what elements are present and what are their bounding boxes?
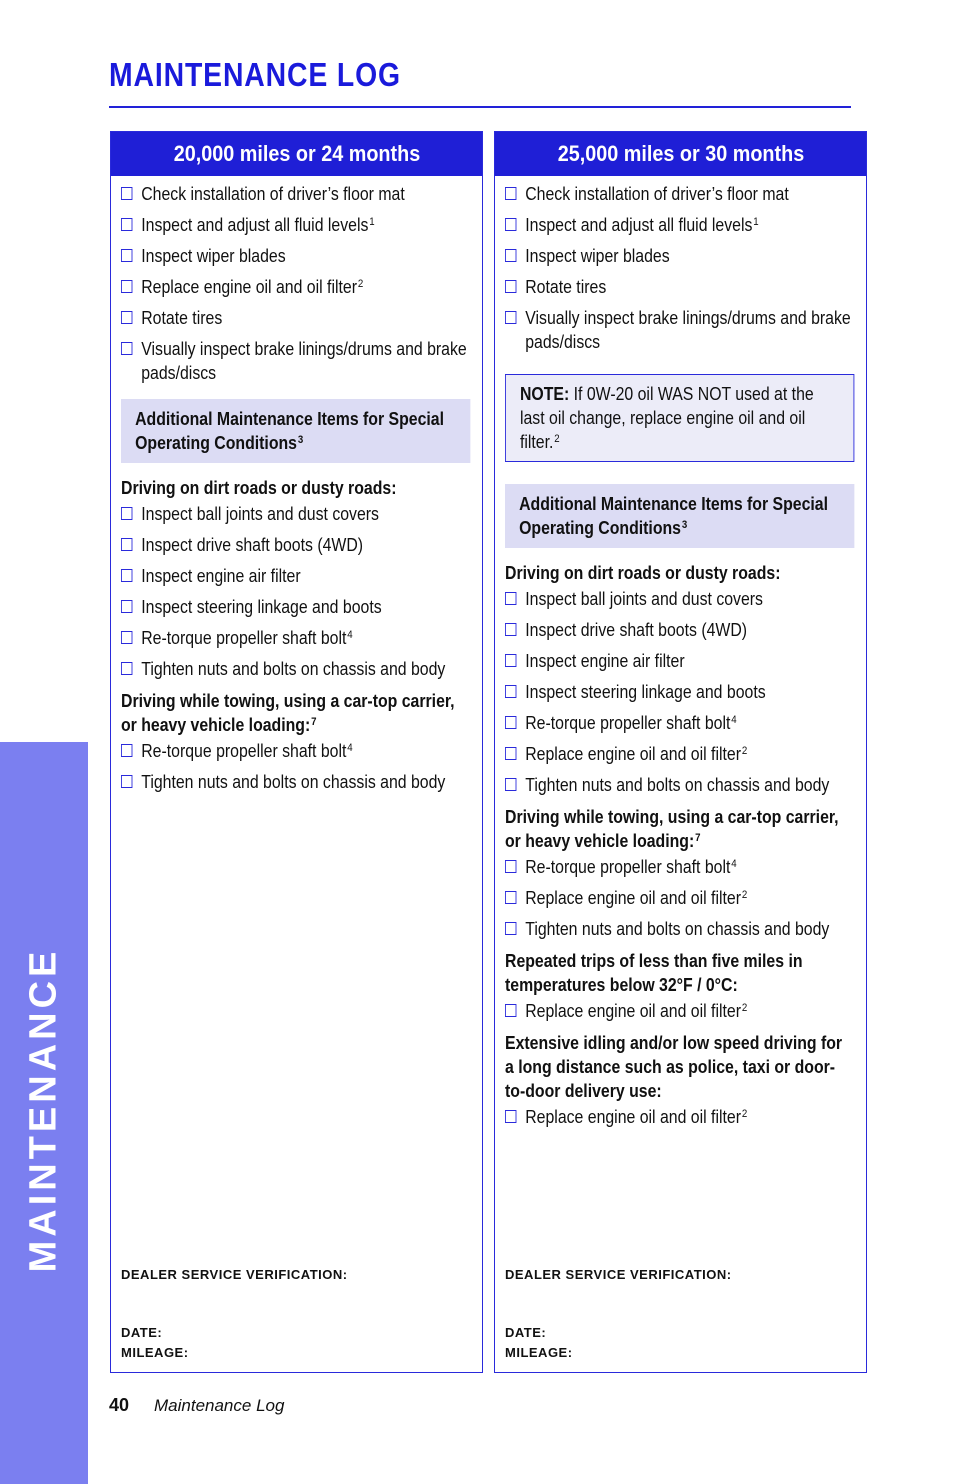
checklist-item <box>121 533 470 557</box>
checkbox-icon[interactable] <box>121 538 132 551</box>
page-title: MAINTENANCE LOG <box>109 56 401 93</box>
dealer-service-verification: DEALER SERVICE VERIFICATION: <box>505 1267 732 1282</box>
condition-heading: Extensive idling and/or low speed driving for a long distance such as police, taxi or door-to-door delivery use: <box>505 1033 843 1101</box>
item-text: Re-torque propeller shaft bolt <box>141 741 347 761</box>
checklist-item <box>505 244 854 268</box>
checkbox-icon[interactable] <box>505 685 516 698</box>
checklist-item <box>505 886 854 910</box>
conditions-list <box>505 561 854 1129</box>
checklist-item <box>121 502 470 526</box>
dealer-service-verification: DEALER SERVICE VERIFICATION: <box>121 1267 348 1282</box>
item-text: Rotate tires <box>141 308 223 328</box>
side-tab-label: MAINTENANCE <box>22 947 65 1273</box>
checklist-item <box>121 770 470 794</box>
item-text: Tighten nuts and bolts on chassis and body <box>141 772 446 792</box>
condition-heading: Driving while towing, using a car-top carrier, or heavy vehicle loading:$^7$ <box>121 691 455 735</box>
item-text: Inspect ball joints and dust covers <box>525 589 763 609</box>
checkbox-icon[interactable] <box>505 187 516 200</box>
title-divider <box>109 106 851 108</box>
item-text: Replace engine oil and oil filter <box>525 1001 741 1021</box>
footnote-marker: 2 <box>741 1108 748 1120</box>
note-box: NOTE: If 0W-20 oil WAS NOT used at the last oil change, replace engine oil and oil filter.$^2$ <box>505 374 854 462</box>
checklist-item <box>505 275 854 299</box>
item-text: Replace engine oil and oil filter <box>525 888 741 908</box>
mileage-field-label: MILEAGE: <box>505 1345 573 1360</box>
date-field-label: DATE: <box>505 1325 547 1340</box>
checkbox-icon[interactable] <box>121 218 132 231</box>
footnote-marker: 2 <box>741 1002 748 1014</box>
item-text: Re-torque propeller shaft bolt <box>525 713 731 733</box>
column-header: 20,000 miles or 24 months <box>111 132 482 176</box>
checklist-item <box>505 680 854 704</box>
checkbox-icon[interactable] <box>121 775 132 788</box>
checklist-item <box>121 657 470 681</box>
checkbox-icon[interactable] <box>505 654 516 667</box>
checklist-item <box>505 182 854 206</box>
checkbox-icon[interactable] <box>505 623 516 636</box>
footnote-marker: 1 <box>753 216 759 228</box>
footnote-marker: 2 <box>357 278 364 290</box>
checkbox-icon[interactable] <box>505 778 516 791</box>
item-text: Replace engine oil and oil filter <box>525 744 741 764</box>
checkbox-icon[interactable] <box>121 569 132 582</box>
checkbox-icon[interactable] <box>505 922 516 935</box>
item-text: Check installation of driver’s floor mat <box>141 184 405 204</box>
footnote-marker: 4 <box>347 742 353 754</box>
checkbox-icon[interactable] <box>505 218 516 231</box>
item-text: Inspect drive shaft boots (4WD) <box>141 535 364 555</box>
checkbox-icon[interactable] <box>121 311 132 324</box>
item-text: Inspect engine air filter <box>525 651 685 671</box>
checklist-item <box>505 213 854 237</box>
checklist-item <box>505 742 854 766</box>
checkbox-icon[interactable] <box>505 249 516 262</box>
footnote-marker: 2 <box>741 745 748 757</box>
checkbox-icon[interactable] <box>121 280 132 293</box>
item-text: Inspect and adjust all fluid levels <box>525 215 753 235</box>
checklist-item <box>505 917 854 941</box>
footnote-marker: 4 <box>347 629 353 641</box>
checklist-item <box>505 649 854 673</box>
checkbox-icon[interactable] <box>121 507 132 520</box>
checklist-item <box>505 306 854 354</box>
item-text: Inspect steering linkage and boots <box>141 597 382 617</box>
footer-section-label: Maintenance Log <box>154 1396 285 1415</box>
checklist-item <box>121 275 470 299</box>
item-text: Inspect steering linkage and boots <box>525 682 766 702</box>
item-text: Inspect and adjust all fluid levels <box>141 215 369 235</box>
checkbox-icon[interactable] <box>121 631 132 644</box>
footnote-marker: 4 <box>731 714 737 726</box>
checkbox-icon[interactable] <box>505 1110 516 1123</box>
item-text: Replace engine oil and oil filter <box>525 1107 741 1127</box>
date-field-label: DATE: <box>121 1325 163 1340</box>
condition-heading: Driving on dirt roads or dusty roads: <box>505 563 781 583</box>
checkbox-icon[interactable] <box>505 1004 516 1017</box>
condition-heading: Repeated trips of less than five miles in temperatures below 32°F / 0°C: <box>505 951 803 995</box>
checklist-item <box>505 618 854 642</box>
log-column-20000 <box>110 131 483 1373</box>
item-text: Inspect engine air filter <box>141 566 301 586</box>
checkbox-icon[interactable] <box>505 311 516 324</box>
item-text: Check installation of driver’s floor mat <box>525 184 789 204</box>
mileage-field-label: MILEAGE: <box>121 1345 189 1360</box>
log-column-25000 <box>494 131 867 1373</box>
checkbox-icon[interactable] <box>121 342 132 355</box>
checklist-item <box>121 564 470 588</box>
item-text: Visually inspect brake linings/drums and brake pads/discs <box>141 339 467 383</box>
checkbox-icon[interactable] <box>121 600 132 613</box>
footnote-marker: 2 <box>741 889 748 901</box>
checkbox-icon[interactable] <box>505 747 516 760</box>
checklist-item <box>121 337 470 385</box>
item-text: Inspect drive shaft boots (4WD) <box>525 620 748 640</box>
checklist-item <box>121 595 470 619</box>
checklist-item <box>505 1105 854 1129</box>
checklist-item <box>505 711 854 735</box>
checklist <box>121 182 470 385</box>
checkbox-icon[interactable] <box>505 891 516 904</box>
item-text: Inspect ball joints and dust covers <box>141 504 379 524</box>
checkbox-icon[interactable] <box>121 187 132 200</box>
checklist-item <box>505 773 854 797</box>
condition-heading: Driving on dirt roads or dusty roads: <box>121 478 397 498</box>
checkbox-icon[interactable] <box>505 716 516 729</box>
checkbox-icon[interactable] <box>505 592 516 605</box>
item-text: Rotate tires <box>525 277 607 297</box>
checklist-item <box>121 213 470 237</box>
item-text: Re-torque propeller shaft bolt <box>525 857 731 877</box>
conditions-list <box>121 476 470 794</box>
checklist-item <box>121 306 470 330</box>
item-text: Re-torque propeller shaft bolt <box>141 628 347 648</box>
checklist-item <box>505 999 854 1023</box>
checklist-item <box>505 587 854 611</box>
special-conditions-box: Additional Maintenance Items for Special Operating Conditions$^3$ <box>121 399 470 463</box>
special-conditions-box: Additional Maintenance Items for Special Operating Conditions$^3$ <box>505 484 854 548</box>
item-text: Tighten nuts and bolts on chassis and body <box>525 775 830 795</box>
footnote-marker: 1 <box>369 216 375 228</box>
checklist-item <box>121 739 470 763</box>
item-text: Tighten nuts and bolts on chassis and body <box>525 919 830 939</box>
checkbox-icon[interactable] <box>505 860 516 873</box>
checklist <box>505 182 854 354</box>
footnote-marker: 4 <box>731 858 737 870</box>
checklist-item <box>505 855 854 879</box>
checkbox-icon[interactable] <box>121 249 132 262</box>
condition-heading: Driving while towing, using a car-top carrier, or heavy vehicle loading:$^7$ <box>505 807 839 851</box>
page-number: 40 <box>109 1395 130 1415</box>
item-text: Visually inspect brake linings/drums and brake pads/discs <box>525 308 851 352</box>
checkbox-icon[interactable] <box>121 744 132 757</box>
item-text: Inspect wiper blades <box>141 246 286 266</box>
column-header: 25,000 miles or 30 months <box>495 132 866 176</box>
checklist-item <box>121 626 470 650</box>
checklist-item <box>121 244 470 268</box>
checkbox-icon[interactable] <box>121 662 132 675</box>
checklist-item <box>121 182 470 206</box>
item-text: Tighten nuts and bolts on chassis and body <box>141 659 446 679</box>
item-text: Inspect wiper blades <box>525 246 670 266</box>
item-text: Replace engine oil and oil filter <box>141 277 357 297</box>
checkbox-icon[interactable] <box>505 280 516 293</box>
